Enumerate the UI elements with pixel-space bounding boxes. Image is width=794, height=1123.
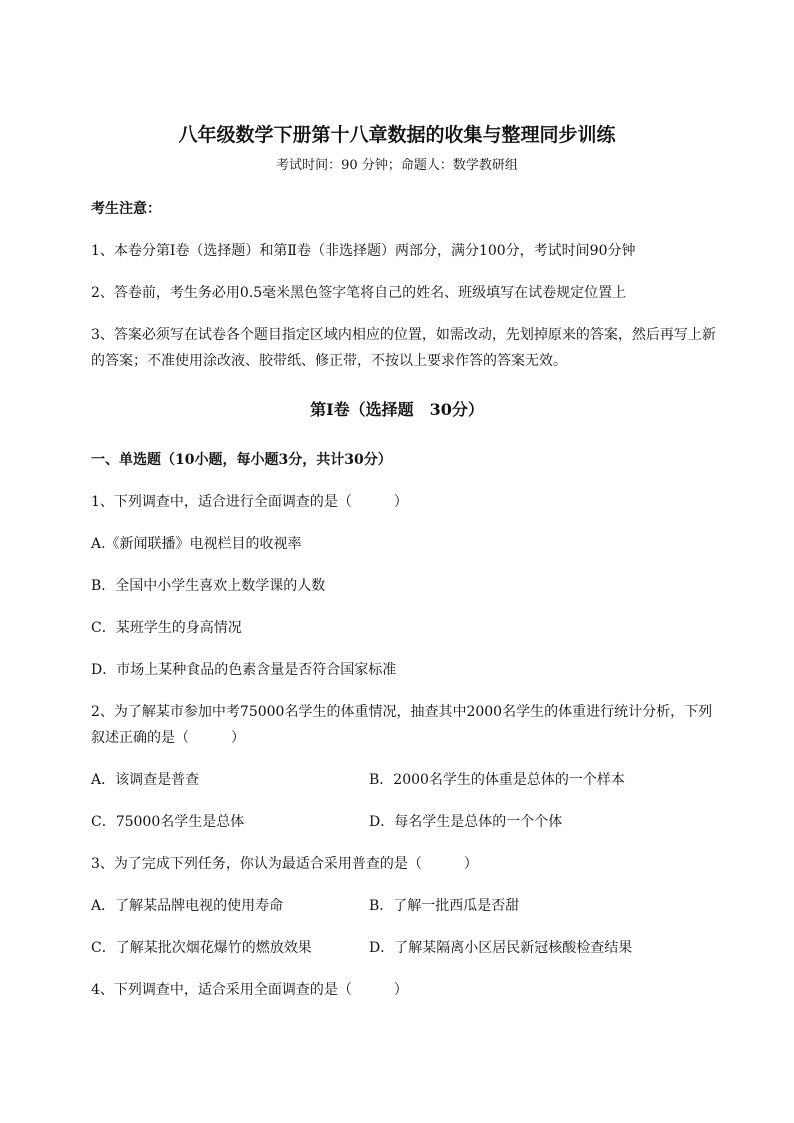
question-3-stem: 3、为了完成下列任务，你认为最适合采用普查的是（ ） xyxy=(91,856,478,872)
question-1-option-a: A.《新闻联播》电视栏目的收视率 xyxy=(91,536,302,552)
question-3-option-a: A．了解某品牌电视的使用寿命 xyxy=(91,898,284,914)
question-1-option-b: B．全国中小学生喜欢上数学课的人数 xyxy=(91,578,326,594)
notice-item-1: 1、本卷分第I卷（选择题）和第Ⅱ卷（非选择题）两部分，满分100分，考试时间90分钟 xyxy=(91,243,636,259)
exam-info: 考试时间：90 分钟；命题人：数学教研组 xyxy=(276,158,518,173)
question-1-option-d: D．市场上某种食品的色素含量是否符合国家标准 xyxy=(91,662,397,678)
question-2-option-a: A．该调查是普查 xyxy=(91,772,200,788)
question-2-stem-cont: 叙述正确的是（ ） xyxy=(91,730,245,746)
page-title: 八年级数学下册第十八章数据的收集与整理同步训练 xyxy=(178,124,616,146)
question-3-option-d: D．了解某隔离小区居民新冠核酸检查结果 xyxy=(369,940,633,956)
notice-item-2: 2、答卷前，考生务必用0.5毫米黑色签字笔将自己的姓名、班级填写在试卷规定位置上 xyxy=(91,285,627,301)
section-heading: 一、单选题（10小题，每小题3分，共计30分） xyxy=(91,452,392,468)
notice-item-3-cont: 的答案；不准使用涂改液、胶带纸、修正带，不按以上要求作答的答案无效。 xyxy=(91,353,567,369)
question-2-option-d: D．每名学生是总体的一个个体 xyxy=(369,814,563,830)
notice-heading: 考生注意： xyxy=(91,201,161,217)
question-2-option-c: C．75000名学生是总体 xyxy=(91,814,245,830)
notice-item-3: 3、答案必须写在试卷各个题目指定区域内相应的位置，如需改动，先划掉原来的答案，然后再写上新 xyxy=(91,327,716,343)
question-1-option-c: C．某班学生的身高情况 xyxy=(91,620,242,636)
question-1-stem: 1、下列调查中，适合进行全面调查的是（ ） xyxy=(91,494,408,510)
question-2-option-b: B．2000名学生的体重是总体的一个样本 xyxy=(369,772,625,788)
question-2-stem: 2、为了解某市参加中考75000名学生的体重情况，抽查其中2000名学生的体重进行统计分析，下列 xyxy=(91,704,713,720)
question-3-option-b: B．了解一批西瓜是否甜 xyxy=(369,898,520,914)
question-4-stem: 4、下列调查中，适合采用全面调查的是（ ） xyxy=(91,982,408,998)
question-3-option-c: C．了解某批次烟花爆竹的燃放效果 xyxy=(91,940,312,956)
part-1-title: 第I卷（选择题 30分） xyxy=(310,400,484,419)
